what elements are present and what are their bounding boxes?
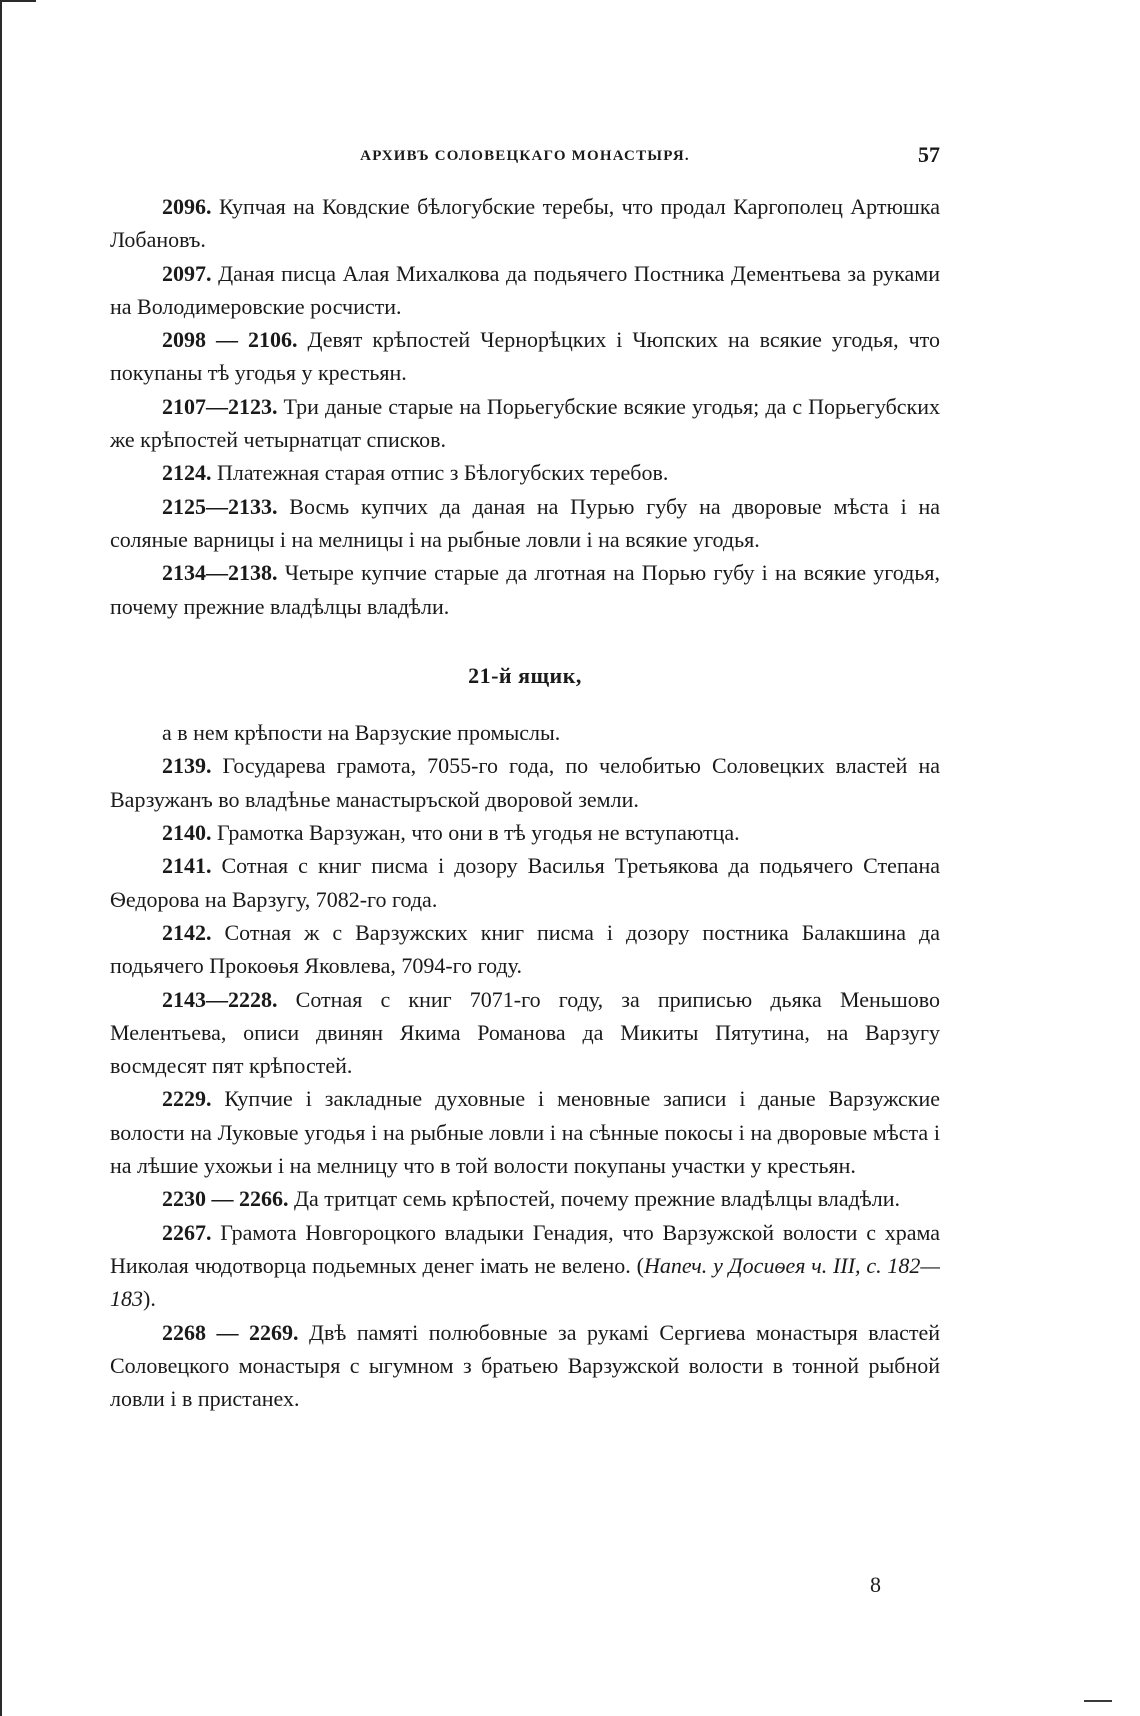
entry-number: 2230 — 2266.: [162, 1186, 289, 1212]
entry-number: 2141.: [162, 853, 212, 879]
scan-edge-left: [0, 0, 2, 1716]
entry-text: Грамотка Варзужан, что они в тѣ угодья не вступаютца.: [211, 820, 740, 846]
entry-2098-2106: [110, 323, 940, 390]
entry-number: 2098 — 2106.: [162, 327, 298, 353]
scan-edge-top: [0, 0, 36, 2]
section-subheading: а в нем крѣпости на Варзуские промыслы.: [162, 720, 561, 746]
entry-text: Государева грамота, 7055-го года, по челобитью Соловецких властей на Варзужанъ во владѣнье манастыръской дворовой земли.: [110, 753, 940, 812]
entry-number: 2107—2123.: [162, 393, 278, 419]
entry-number: 2143—2228.: [162, 986, 278, 1012]
entry-2141: [110, 849, 940, 916]
entry-number: 2229.: [162, 1086, 212, 1112]
entry-2230-2266: [110, 1182, 940, 1215]
entry-text: Платежная старая отпис з Бѣлогубских теребов.: [211, 460, 669, 486]
running-title: АРХИВЪ СОЛОВЕЦКАГО МОНАСТЫРЯ.: [360, 148, 690, 164]
section-heading: 21-й ящик,: [468, 662, 582, 688]
entry-text: Сотная с книг 7071-го году, за приписью дьяка Меньшово Мелентьева, описи двинян Якима Романова да Микиты Пятутина, на Варзугу восмдесят пят крѣпостей.: [110, 986, 940, 1079]
entry-text: Даная писца Алая Михалкова да подьячего Постника Дементьева за руками на Володимеровские росчисти.: [110, 260, 940, 319]
entry-2142: [110, 916, 940, 983]
entry-text: Сотная ж с Варзужских книг писма і дозору постника Балакшина да подьячего Прокоѳья Яковлева, 7094-го году.: [110, 919, 940, 979]
entry-number: 2142.: [162, 919, 212, 945]
entry-2134-2138: [110, 556, 940, 623]
entry-2139: [110, 749, 940, 816]
entry-2107-2123: [110, 390, 940, 457]
entry-text: Купчие і закладные духовные і меновные записи і даные Варзужские волости на Луковые угодья і на рыбные ловли і на сѣнные покосы і на дворовые мѣста і на лѣшие ухожьи і на мелницу что в той волости покупаны участки у крестьян.: [110, 1086, 940, 1179]
entry-2140: [110, 816, 940, 849]
entry-text: Девят крѣпостей Чернорѣцких і Чюпских на всякие угодья, что покупаны тѣ угодья у крестьян.: [110, 327, 940, 386]
entry-text: Двѣ памяті полюбовные за рукамі Сергиева монастыря властей Соловецкого монастыря с ыгумном з братьею Варзужской волости в тонной рыбной ловли і в пристанех.: [110, 1319, 941, 1412]
citation-close: ).: [143, 1286, 156, 1312]
entry-number: 2125—2133.: [162, 493, 278, 519]
entry-2268-2269: [110, 1316, 940, 1416]
entry-number: 2139.: [162, 753, 212, 779]
entry-text: Восмь купчих да даная на Пурью губу на дворовые мѣста і на соляные варницы і на мелницы і на рыбные ловли і на всякие угодья.: [110, 493, 940, 552]
entry-number: 2267.: [162, 1219, 212, 1245]
scan-mark: [1084, 1700, 1112, 1702]
entry-2229: [110, 1082, 940, 1182]
entry-number: 2268 — 2269.: [162, 1319, 299, 1345]
entry-number: 2134—2138.: [162, 560, 278, 586]
entry-text: Купчая на Ковдские бѣлогубские теребы, что продал Каргополец Артюшка Лобановъ.: [110, 194, 940, 253]
entry-2097: [110, 257, 940, 324]
entry-2143-2228: [110, 983, 940, 1083]
entry-2267: [110, 1216, 940, 1316]
entry-text: Да тритцат семь крѣпостей, почему прежние владѣлцы владѣли.: [288, 1186, 900, 1212]
entry-2125-2133: [110, 490, 940, 557]
entry-number: 2140.: [162, 820, 212, 846]
entry-2124: [110, 456, 940, 489]
entry-text: Три даные старые на Порьегубские всякие угодья; да с Порьегубских же крѣпостей четырнатцат списков.: [110, 393, 940, 453]
entry-number: 2124.: [162, 460, 212, 486]
entry-number: 2097.: [162, 260, 212, 286]
signature-mark: 8: [870, 1572, 881, 1597]
page-number: 57: [918, 142, 940, 167]
entry-text: Сотная с книг писма і дозору Василья Третьякова да подьячего Степана Ѳедорова на Варзугу, 7082-го года.: [110, 853, 940, 912]
entry-text: Грамота Новгороцкого владыки Генадия, что Варзужской волости с храма Николая чюдотворца подьемных денег імать не велено. (: [110, 1219, 940, 1278]
text-body: [110, 190, 940, 1415]
entry-number: 2096.: [162, 194, 212, 219]
entry-text: Четыре купчие старые да лготная на Порью губу і на всякие угодья, почему прежние владѣлцы владѣли.: [110, 560, 940, 619]
citation: Напеч. у Досиѳея ч. III, с. 182—183: [110, 1252, 940, 1312]
running-head: [110, 142, 940, 176]
entry-2096: [110, 190, 940, 257]
